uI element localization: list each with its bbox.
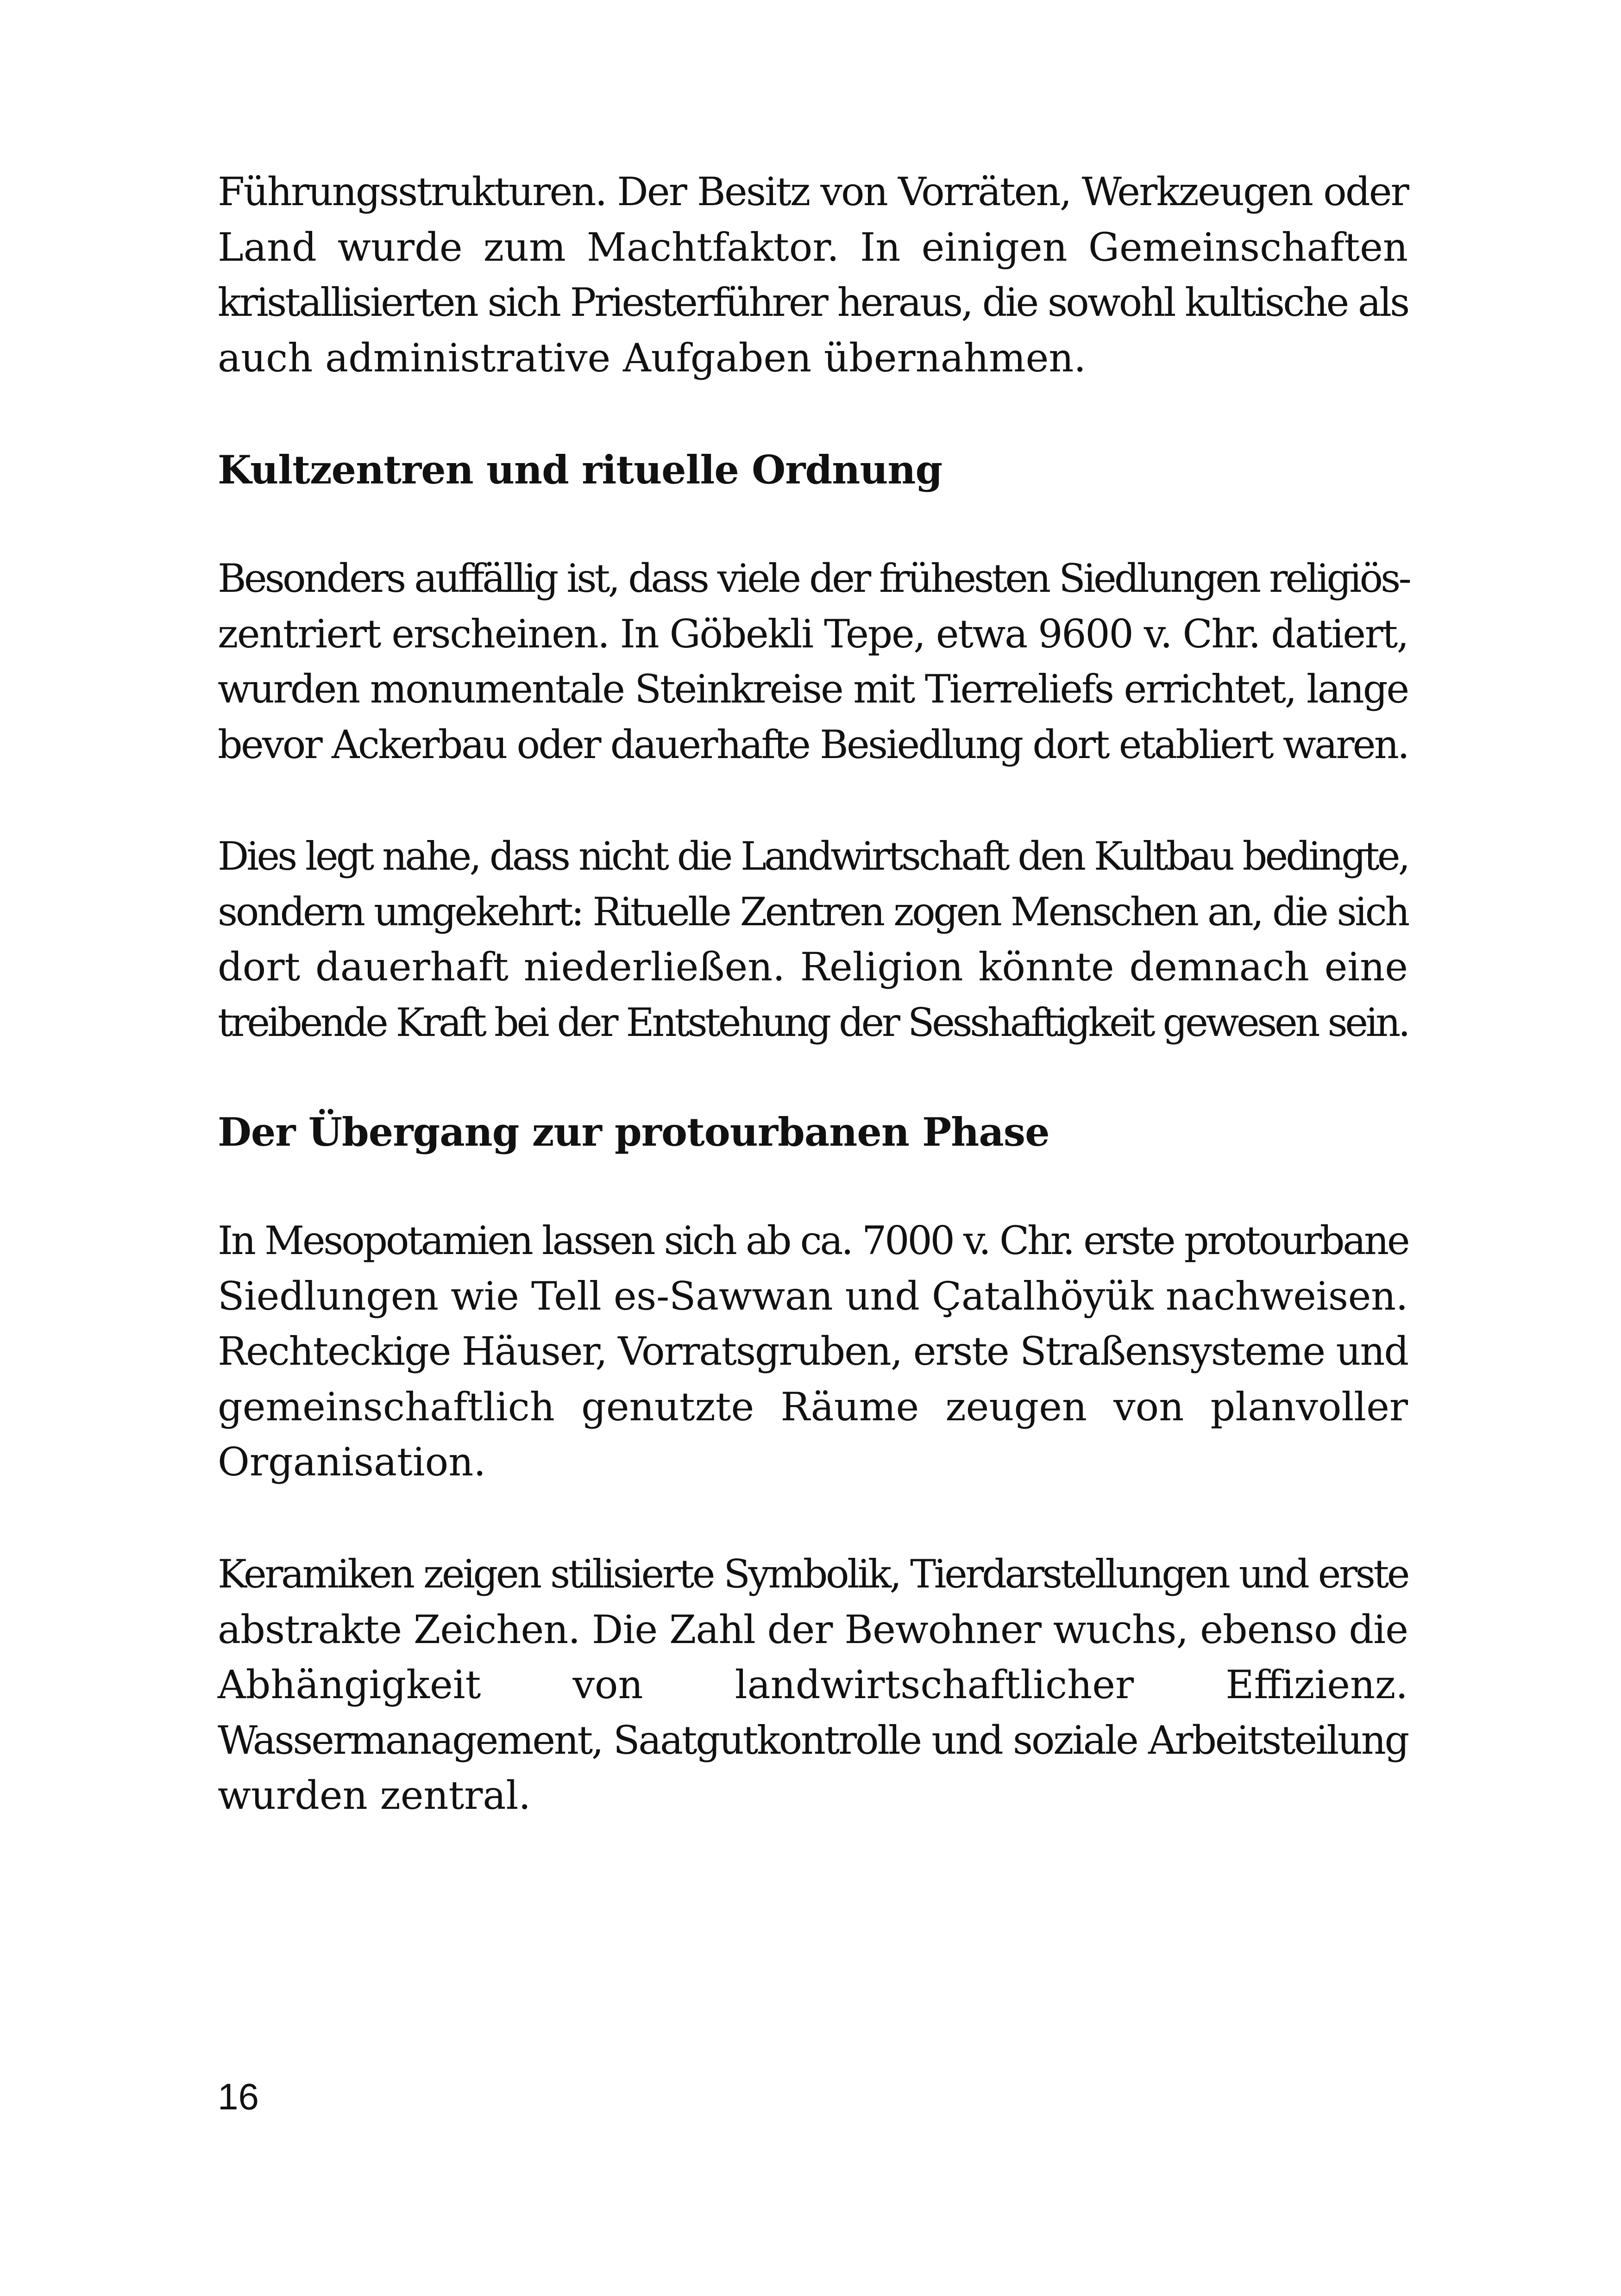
text-line: abstrakte Zeichen. Die Zahl der Bewohner wuchs, ebenso die	[218, 1606, 1408, 1652]
paragraph-ceramics	[218, 1547, 1408, 1824]
paragraph-religion-settlement	[218, 829, 1408, 1050]
page-number: 16	[218, 2076, 259, 2117]
text-line: Führungsstrukturen. Der Besitz von Vorräten, Werkzeugen oder	[218, 169, 1408, 214]
text-line: wurden monumentale Steinkreise mit Tierreliefs errichtet, lange	[218, 666, 1408, 712]
section-heading-cult-centers: Kultzentren und rituelle Ordnung	[218, 447, 942, 493]
text-line: Rechteckige Häuser, Vorratsgruben, erste Straßensysteme und	[218, 1329, 1408, 1374]
text-line: Siedlungen wie Tell es-Sawwan und Çatalhöyük nachweisen.	[218, 1273, 1408, 1319]
text-line: Abhängigkeit von landwirtschaftlicher Effizienz.	[218, 1662, 1408, 1707]
section-heading-protourban-phase: Der Übergang zur protourbanen Phase	[218, 1109, 1049, 1155]
text-line: wurden zentral.	[218, 1773, 531, 1818]
text-line: sondern umgekehrt: Rituelle Zentren zogen Menschen an, die sich	[218, 889, 1408, 935]
paragraph-leadership	[218, 164, 1408, 386]
text-line: Keramiken zeigen stilisierte Symbolik, Tierdarstellungen und erste	[218, 1551, 1408, 1597]
text-line: kristallisierten sich Priesterführer heraus, die sowohl kultische als	[218, 280, 1408, 325]
text-line: In Mesopotamien lassen sich ab ca. 7000 v. Chr. erste protourbane	[218, 1218, 1408, 1263]
paragraph-mesopotamia	[218, 1213, 1408, 1490]
text-line: Wassermanagement, Saatgutkontrolle und soziale Arbeitsteilung	[218, 1717, 1408, 1763]
paragraph-goebekli-tepe	[218, 551, 1408, 772]
text-line: dort dauerhaft niederließen. Religion könnte demnach eine	[218, 944, 1408, 990]
text-line: Land wurde zum Machtfaktor. In einigen Gemeinschaften	[218, 224, 1408, 270]
text-line: Dies legt nahe, dass nicht die Landwirtschaft den Kultbau bedingte,	[218, 834, 1408, 879]
text-line: treibende Kraft bei der Entstehung der Sesshaftigkeit gewesen sein.	[218, 999, 1408, 1045]
text-line: Besonders auffällig ist, dass viele der frühesten Siedlungen religiös-	[218, 556, 1409, 601]
text-line: Organisation.	[218, 1439, 486, 1485]
text-line: auch administrative Aufgaben übernahmen.	[218, 335, 1087, 381]
text-line: gemeinschaftlich genutzte Räume zeugen von planvoller	[218, 1384, 1408, 1430]
text-line: zentriert erscheinen. In Göbekli Tepe, etwa 9600 v. Chr. datiert,	[218, 611, 1408, 657]
text-line: bevor Ackerbau oder dauerhafte Besiedlung dort etabliert waren.	[218, 721, 1408, 767]
